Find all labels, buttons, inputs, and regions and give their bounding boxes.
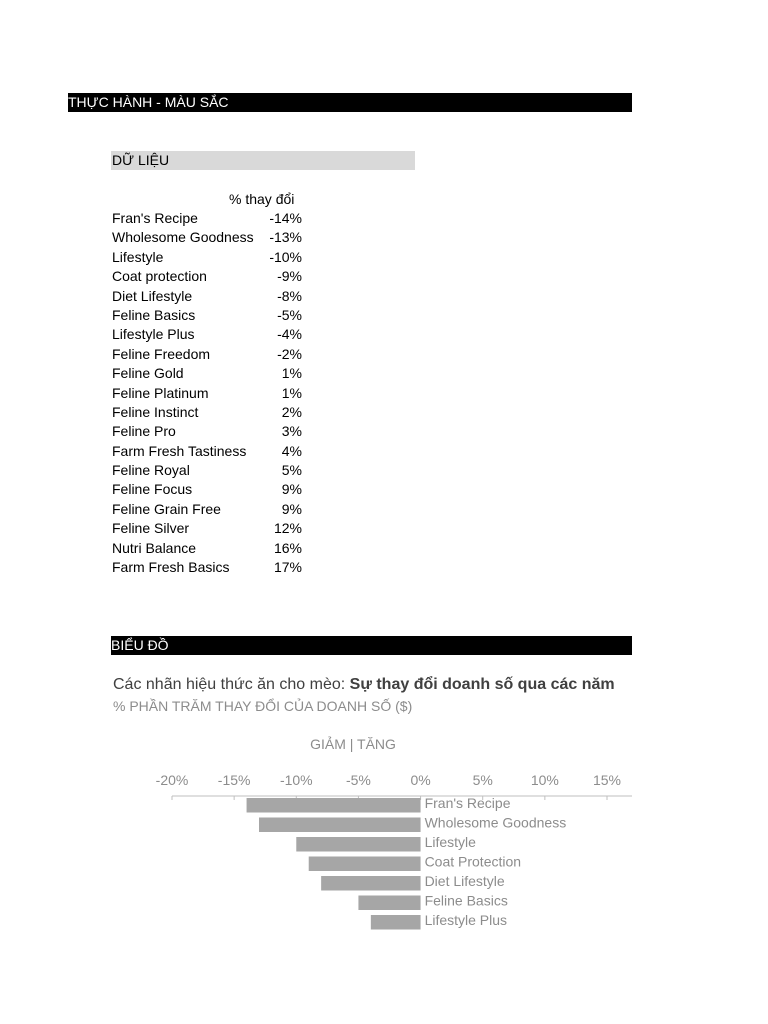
bar-category-label: Lifestyle Plus xyxy=(424,912,508,928)
change-value-cell[interactable]: -5% xyxy=(277,306,302,323)
x-tick-label: -10% xyxy=(279,772,313,788)
chart-title[interactable] xyxy=(113,674,632,696)
table-row[interactable] xyxy=(112,364,312,383)
brand-name-cell[interactable]: Feline Freedom xyxy=(112,345,211,362)
column-header-change: % thay đổi xyxy=(229,191,295,207)
brand-name-cell[interactable]: Coat protection xyxy=(112,268,207,285)
brand-name-cell[interactable]: Feline Focus xyxy=(112,481,193,498)
table-row[interactable] xyxy=(112,403,312,422)
table-row[interactable] xyxy=(112,442,312,461)
brand-name-cell[interactable]: Lifestyle Plus xyxy=(112,326,195,343)
change-value-cell[interactable]: -8% xyxy=(277,287,302,304)
brand-name-cell[interactable]: Feline Basics xyxy=(112,306,196,323)
brand-name-cell[interactable]: Diet Lifestyle xyxy=(112,287,193,304)
brand-name-cell[interactable]: Feline Instinct xyxy=(112,403,199,420)
change-value-cell[interactable]: -9% xyxy=(277,268,302,285)
table-row[interactable] xyxy=(112,248,312,267)
table-row[interactable] xyxy=(112,461,312,480)
brand-name-cell[interactable]: Farm Fresh Tastiness xyxy=(112,442,247,459)
table-row[interactable] xyxy=(112,287,312,306)
table-row[interactable] xyxy=(112,558,312,577)
chart-bar xyxy=(371,915,421,930)
change-value-cell[interactable]: 2% xyxy=(281,403,302,420)
brand-name-cell[interactable]: Farm Fresh Basics xyxy=(112,559,230,576)
change-value-cell[interactable]: 16% xyxy=(273,539,302,556)
change-value-cell[interactable]: 4% xyxy=(281,442,302,459)
chart-bar xyxy=(358,896,420,911)
change-value-cell[interactable]: 9% xyxy=(281,481,302,498)
table-row[interactable] xyxy=(112,325,312,344)
data-section-header xyxy=(111,151,415,170)
change-value-cell[interactable]: -14% xyxy=(269,210,302,226)
change-value-cell[interactable]: 17% xyxy=(273,559,302,576)
brand-name-cell[interactable]: Wholesome Goodness xyxy=(112,229,254,246)
chart-bar xyxy=(321,876,420,891)
table-row[interactable] xyxy=(112,209,312,228)
bar-chart[interactable] xyxy=(140,760,632,940)
brand-name-cell[interactable]: Feline Royal xyxy=(112,462,190,479)
sheet-title: THỰC HÀNH - MÀU SẮC xyxy=(68,94,229,110)
brand-name-cell[interactable]: Feline Grain Free xyxy=(112,500,221,517)
change-value-cell[interactable]: 9% xyxy=(281,500,302,517)
brand-name-cell[interactable]: Feline Pro xyxy=(112,423,176,440)
brand-name-cell[interactable]: Feline Silver xyxy=(112,520,190,537)
table-row[interactable] xyxy=(112,228,312,247)
change-value-cell[interactable]: -10% xyxy=(269,248,302,265)
change-value-cell[interactable]: 1% xyxy=(281,365,302,382)
table-row[interactable] xyxy=(112,500,312,519)
brand-name-cell[interactable]: Feline Gold xyxy=(112,365,184,382)
change-value-cell[interactable]: 1% xyxy=(281,384,302,401)
chart-section-header xyxy=(111,636,632,655)
chart-title-bold: Sự thay đổi doanh số qua các năm xyxy=(349,676,615,693)
change-value-cell[interactable]: -2% xyxy=(277,345,302,362)
bar-category-label: Lifestyle xyxy=(424,834,476,850)
change-value-cell[interactable]: 5% xyxy=(281,462,302,479)
sheet-title-bar xyxy=(68,93,632,112)
data-table xyxy=(112,209,312,577)
bar-category-label: Wholesome Goodness xyxy=(424,814,567,831)
bar-category-label: Feline Basics xyxy=(424,892,508,909)
bar-category-label: Fran's Recipe xyxy=(424,795,511,811)
table-row[interactable] xyxy=(112,267,312,286)
chart-title-prefix: Các nhãn hiệu thức ăn cho mèo: xyxy=(113,676,350,693)
chart-bar xyxy=(247,798,421,813)
x-tick-label: 10% xyxy=(530,772,559,788)
x-tick-label: -15% xyxy=(217,772,251,788)
x-tick-label: -20% xyxy=(155,772,189,788)
change-value-cell[interactable]: -4% xyxy=(277,326,302,343)
table-row[interactable] xyxy=(112,306,312,325)
chart-subtitle: % PHẦN TRĂM THAY ĐỔI CỦA DOANH SỐ ($) xyxy=(113,698,413,714)
x-tick-label: 5% xyxy=(472,772,493,788)
chart-section-title: BIỂU ĐỒ xyxy=(111,637,169,653)
x-tick-label: -5% xyxy=(345,772,371,788)
table-row[interactable] xyxy=(112,345,312,364)
bar-category-label: Diet Lifestyle xyxy=(424,873,505,889)
change-value-cell[interactable]: 12% xyxy=(273,520,302,537)
x-tick-label: 0% xyxy=(410,772,431,788)
chart-bar xyxy=(296,837,420,852)
change-value-cell[interactable]: 3% xyxy=(281,423,302,440)
table-row[interactable] xyxy=(112,422,312,441)
table-row[interactable] xyxy=(112,384,312,403)
chart-bar xyxy=(309,857,421,872)
chart-direction-label: GIẢM | TĂNG xyxy=(310,736,396,752)
table-row[interactable] xyxy=(112,480,312,499)
change-value-cell[interactable]: -13% xyxy=(269,229,302,246)
brand-name-cell[interactable]: Lifestyle xyxy=(112,248,164,265)
brand-name-cell[interactable]: Nutri Balance xyxy=(112,539,197,556)
table-row[interactable] xyxy=(112,539,312,558)
brand-name-cell[interactable]: Fran's Recipe xyxy=(112,210,198,226)
data-section-title: DỮ LIỆU xyxy=(112,152,170,168)
chart-bar xyxy=(259,818,421,833)
bar-category-label: Coat Protection xyxy=(424,853,522,870)
brand-name-cell[interactable]: Feline Platinum xyxy=(112,384,209,401)
x-tick-label: 15% xyxy=(592,772,622,788)
table-row[interactable] xyxy=(112,519,312,538)
